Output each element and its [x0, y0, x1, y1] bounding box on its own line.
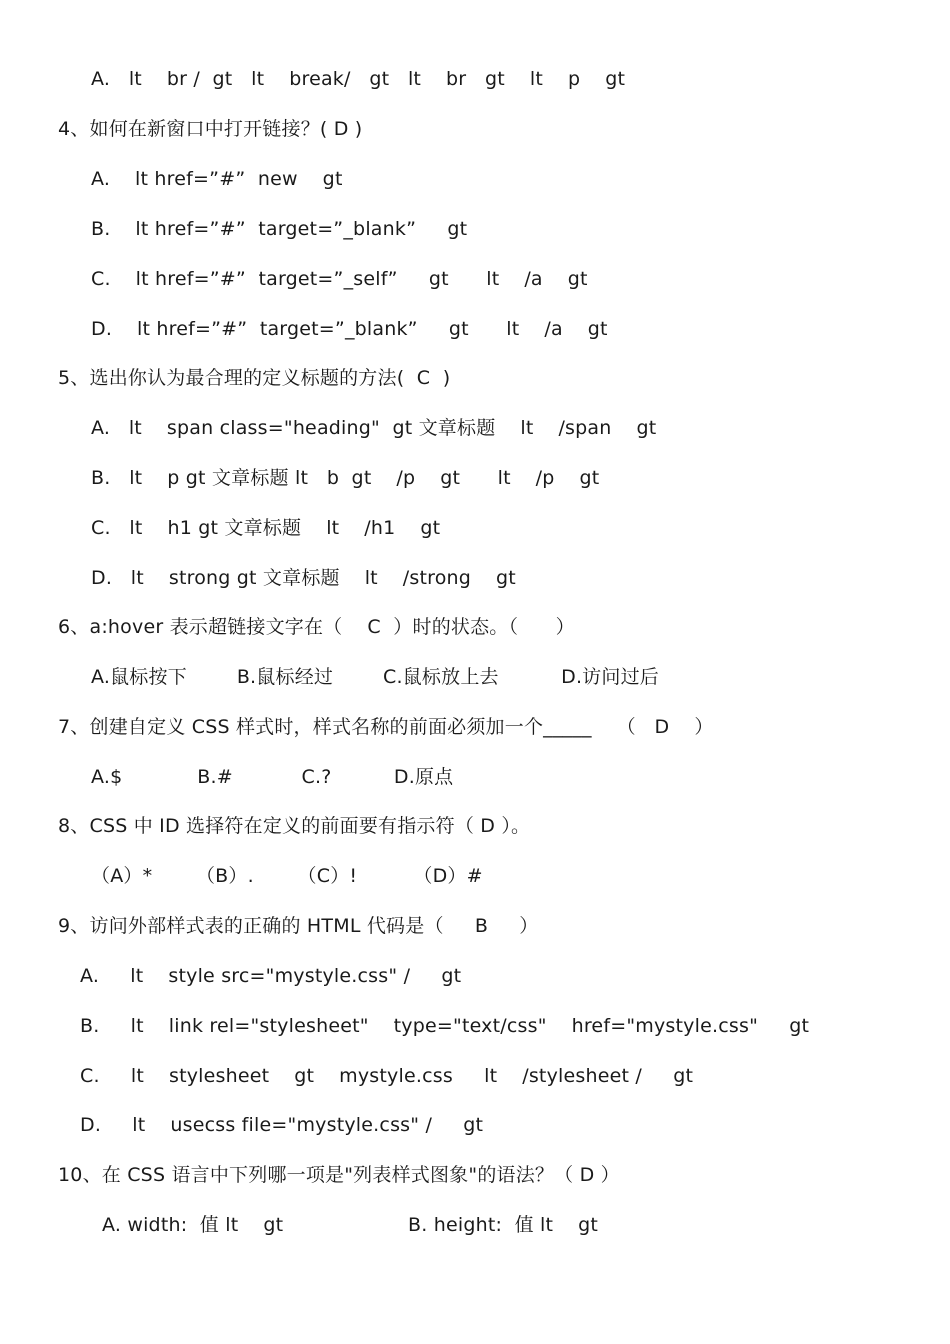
- q9-option-b: B. lt link rel="stylesheet" type="text/css" href="mystyle.css" gt: [80, 1015, 810, 1037]
- q7-options: A.$ B.# C.? D.原点: [91, 766, 454, 788]
- q5-option-c: C. lt h1 gt 文章标题 lt /h1 gt: [91, 517, 441, 539]
- q9-option-d: D. lt usecss file="mystyle.css" / gt: [80, 1114, 484, 1136]
- q5-option-a: A. lt span class="heading" gt 文章标题 lt /span gt: [91, 417, 657, 439]
- q6-question: 6、a:hover 表示超链接文字在（ C ）时的状态。（ ）: [58, 616, 575, 638]
- q3-option-a: A. lt br / gt lt break/ gt lt br gt lt p gt: [91, 68, 626, 90]
- q4-option-b: B. lt href=”#” target=”_blank” gt: [91, 218, 468, 240]
- q5-question: 5、选出你认为最合理的定义标题的方法( C ): [58, 367, 451, 389]
- q9-option-c: C. lt stylesheet gt mystyle.css lt /stylesheet / gt: [80, 1065, 694, 1087]
- q5-option-b: B. lt p gt 文章标题 lt b gt /p gt lt /p gt: [91, 467, 600, 489]
- q5-option-d: D. lt strong gt 文章标题 lt /strong gt: [91, 567, 516, 589]
- q10-question: 10、在 CSS 语言中下列哪一项是"列表样式图象"的语法？（ D ）: [58, 1164, 620, 1186]
- q4-option-c: C. lt href=”#” target=”_self” gt lt /a gt: [91, 268, 588, 290]
- q4-option-d: D. lt href=”#” target=”_blank” gt lt /a gt: [91, 318, 608, 340]
- q9-question: 9、访问外部样式表的正确的 HTML 代码是（ B ）: [58, 915, 539, 937]
- q10-options: A. width: 值 lt gt B. height: 值 lt gt: [102, 1214, 599, 1236]
- q6-options: A.鼠标按下 B.鼠标经过 C.鼠标放上去 D.访问过后: [91, 666, 659, 688]
- q8-options: （A）* （B）. （C）! （D）#: [91, 865, 483, 887]
- q9-option-a: A. lt style src="mystyle.css" / gt: [80, 965, 462, 987]
- q4-option-a: A. lt href=”#” new gt: [91, 168, 343, 190]
- q8-question: 8、CSS 中 ID 选择符在定义的前面要有指示符（ D ）。: [58, 815, 531, 837]
- q7-question: 7、创建自定义 CSS 样式时，样式名称的前面必须加一个_____ （ D ）: [58, 716, 714, 738]
- q4-question: 4、如何在新窗口中打开链接？( D ): [58, 118, 363, 140]
